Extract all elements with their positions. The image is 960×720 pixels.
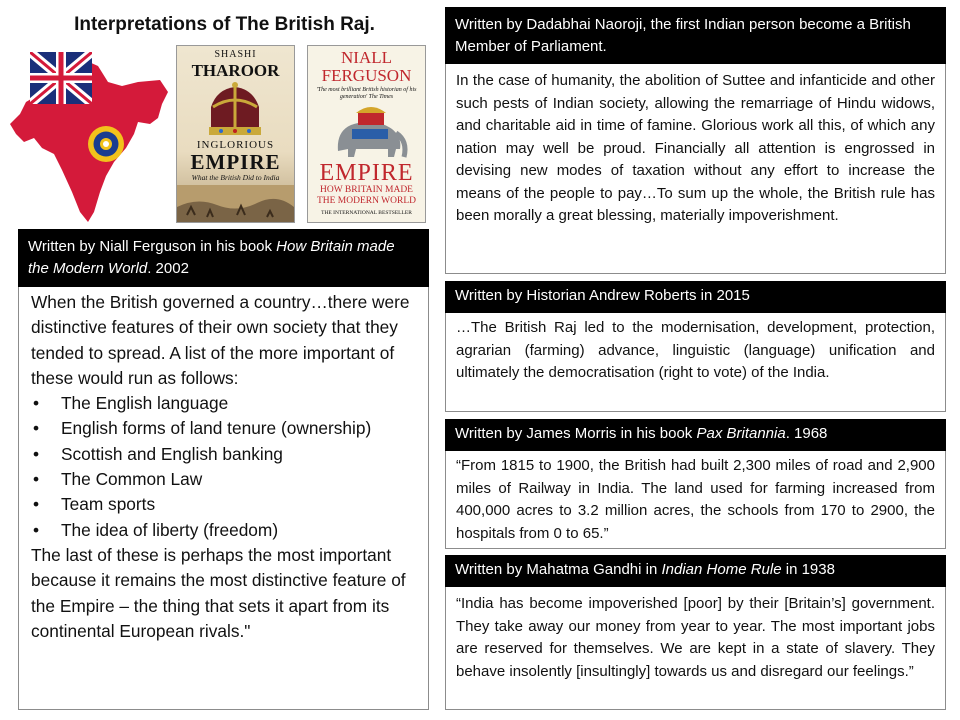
morris-header	[445, 419, 946, 451]
book1-author-first: SHASHI	[214, 49, 257, 60]
page-title: Interpretations of The British Raj.	[74, 14, 375, 35]
ferguson-header-suffix: . 2002	[147, 260, 189, 277]
book2-author-last: FERGUSON	[321, 66, 412, 85]
star-of-india-emblem	[88, 126, 124, 162]
ferguson-header	[18, 229, 429, 287]
list-item: • The Common Law	[31, 467, 416, 492]
morris-header-suffix: . 1968	[785, 425, 828, 442]
battle-scene-image	[177, 185, 294, 223]
book1-title-line2: EMPIRE	[190, 150, 281, 174]
list-item: • The idea of liberty (freedom)	[31, 518, 416, 543]
morris-body: “From 1815 to 1900, the British had built 2,300 miles of road and 2,900 miles of Railway in India. The land used for farming increased from 400,000 acres to 3.2 million acres, the schools from 170 to 2900, the hospitals from 0 to 65.”	[445, 451, 946, 549]
roberts-body: …The British Raj led to the modernisation, development, protection, agrarian (farming) advance, linguistic (language) unification and ultimately the democratisation (right to vote) of the India.	[445, 313, 946, 412]
gandhi-body: “India has become impoverished [poor] by their [Britain’s] government. They take away our money from year to year. The most important jobs are reserved for themselves. We are kept in a state of slavery. They behave insolently [insultingly] towards us and disregard our feelings.”	[445, 587, 946, 710]
book1-title-line1: INGLORIOUS	[196, 139, 275, 151]
book1-author-last: THAROOR	[191, 61, 280, 80]
ferguson-conclusion: The last of these is perhaps the most important because it remains the most distinctive feature of the Empire – the thing that sets it apart from its continental European rivals."	[31, 544, 406, 641]
ferguson-list	[31, 391, 416, 543]
ferguson-header-prefix: Written by Niall Ferguson in his book	[28, 238, 277, 255]
ferguson-panel	[18, 229, 429, 710]
morris-header-prefix: Written by James Morris in his book	[455, 425, 697, 442]
empire-book-cover	[307, 45, 426, 223]
roberts-header: Written by Historian Andrew Roberts in 2015	[445, 281, 946, 313]
gandhi-header-suffix: in 1938	[781, 561, 835, 578]
naoroji-body: In the case of humanity, the abolition of Suttee and infanticide and other such pests of Indian society, allowing the remarriage of Hindu widows, and charitable aid in time of famine. Glorious work all this, of which any nation may well be proud. Financially all attention is engrossed in devising new modes of taxation without any effort to increase the means of the people to pay…To sum up the whole, the British rule has been morally a great blessing, materially impoverishment.	[445, 64, 946, 274]
book2-tagline: THE INTERNATIONAL BESTSELLER	[321, 210, 412, 216]
gandhi-panel	[445, 555, 946, 710]
india-map-flag-image	[10, 52, 170, 224]
gandhi-header-prefix: Written by Mahatma Gandhi in	[455, 561, 662, 578]
list-item: • Scottish and English banking	[31, 442, 416, 467]
roberts-panel	[445, 281, 946, 412]
book2-subtitle-line2: THE MODERN WORLD	[316, 196, 417, 206]
naoroji-panel	[445, 7, 946, 274]
morris-header-title: Pax Britannia	[696, 425, 786, 442]
naoroji-header: Written by Dadabhai Naoroji, the first Indian person become a British Member of Parliament.	[445, 7, 946, 64]
book2-subtitle-line1: HOW BRITAIN MADE	[319, 185, 413, 195]
inglorious-empire-book-cover	[176, 45, 295, 223]
book2-author-first: NIALL	[341, 48, 392, 67]
morris-panel	[445, 419, 946, 549]
book2-quote: 'The most brilliant British historian of his generation' The Times	[316, 87, 417, 100]
crown-icon	[177, 81, 294, 139]
book1-subtitle: What the British Did to India	[191, 173, 280, 182]
list-item: • The English language	[31, 391, 416, 416]
ferguson-intro: When the British governed a country…there were distinctive features of their own society that they tended to spread. A list of the more important of these would run as follows:	[31, 292, 410, 388]
book2-title: EMPIRE	[319, 160, 414, 186]
ferguson-body	[18, 287, 429, 710]
list-item: • Team sports	[31, 492, 416, 517]
elephant-illustration-icon	[308, 103, 425, 161]
gandhi-header-title: Indian Home Rule	[661, 561, 782, 578]
list-item: • English forms of land tenure (ownership)	[31, 416, 416, 441]
gandhi-header	[445, 555, 946, 587]
ferguson-header-title: How Britain made the Modern World	[28, 238, 395, 277]
